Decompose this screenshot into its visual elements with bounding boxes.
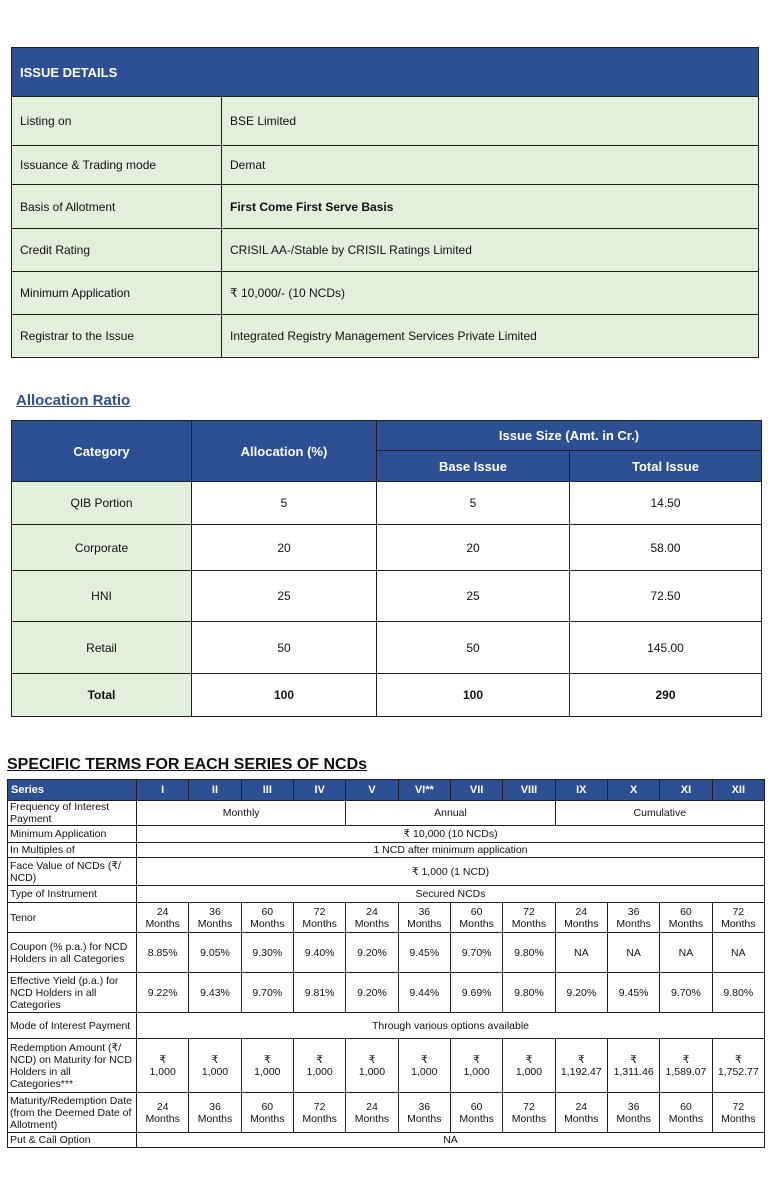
yield-cell: 9.44%: [398, 973, 450, 1013]
cell-line: 1,000: [411, 1065, 438, 1078]
cell-line: 1,589.07: [665, 1065, 707, 1078]
coupon-cell: NA: [555, 933, 607, 973]
cell-line: Months: [250, 1112, 285, 1125]
table-row: [12, 482, 762, 525]
cell-line: Months: [145, 917, 180, 930]
cell-line: 36: [627, 905, 640, 918]
cell-line: Months: [616, 1112, 651, 1125]
coupon-cell: 9.30%: [241, 933, 293, 973]
cell-line: ₹: [630, 1053, 637, 1066]
yield-cell: 9.20%: [555, 973, 607, 1013]
tenor-cell: [137, 903, 189, 933]
cell-line: ₹: [263, 1053, 271, 1066]
table-row: [12, 571, 762, 622]
cell-line: 36: [627, 1100, 640, 1113]
cell-line: 24: [156, 1100, 169, 1113]
tenor-cell: [346, 903, 398, 933]
cell-line: Months: [407, 917, 442, 930]
issue-details-table: [11, 47, 759, 358]
cell-line: 72: [523, 905, 535, 918]
credit-rating-label: Credit Rating: [12, 229, 222, 272]
tenor-cell: [607, 903, 659, 933]
cell-line: 24: [366, 1100, 378, 1113]
maturity-cell: [555, 1093, 607, 1133]
allocation-cell: 100: [192, 674, 377, 717]
cell-line: 24: [156, 905, 169, 918]
listing-value: BSE Limited: [222, 97, 759, 146]
credit-rating-value: CRISIL AA-/Stable by CRISIL Ratings Limited: [222, 229, 759, 272]
cell-line: 72: [313, 905, 326, 918]
category-cell: Corporate: [12, 525, 192, 571]
yield-cell: 9.80%: [503, 973, 555, 1013]
redemption-cell: [503, 1039, 555, 1093]
series-column-header: VIII: [503, 780, 555, 801]
maturity-cell: [712, 1093, 764, 1133]
maturity-cell: [398, 1093, 450, 1133]
multiples-label: In Multiples of: [8, 843, 137, 858]
allocation-ratio-title: Allocation Ratio: [16, 392, 131, 409]
cell-line: 1,192.47: [560, 1065, 602, 1078]
cell-line: Months: [145, 1112, 180, 1125]
series-header-label: Series: [8, 780, 137, 801]
total-cell: 14.50: [570, 482, 762, 525]
cell-line: 60: [470, 1100, 483, 1113]
cell-line: Months: [511, 1112, 547, 1125]
cell-line: 1,752.77: [717, 1065, 759, 1078]
series-column-header: IV: [293, 780, 345, 801]
tenor-cell: [712, 903, 764, 933]
base-cell: 20: [377, 525, 570, 571]
cell-line: ₹: [420, 1053, 428, 1066]
cell-line: ₹: [211, 1053, 219, 1066]
multiples-value: 1 NCD after minimum application: [137, 843, 765, 858]
cell-line: 24: [575, 1100, 588, 1113]
put-call-value: NA: [137, 1133, 765, 1148]
yield-cell: 9.45%: [607, 973, 659, 1013]
instrument-type-value: Secured NCDs: [137, 886, 765, 903]
cell-line: Months: [354, 1112, 390, 1125]
coupon-cell: NA: [660, 933, 712, 973]
cell-line: Months: [616, 917, 651, 930]
min-application-value: ₹ 10,000/- (10 NCDs): [222, 272, 759, 315]
yield-cell: 9.80%: [712, 973, 764, 1013]
base-cell: 25: [377, 571, 570, 622]
allocation-cell: 50: [192, 622, 377, 674]
yield-cell: 9.70%: [660, 973, 712, 1013]
maturity-cell: [660, 1093, 712, 1133]
maturity-label: Maturity/Redemption Date (from the Deemed Date of Allotment): [8, 1093, 137, 1133]
category-cell: HNI: [12, 571, 192, 622]
series-terms-table: [7, 779, 765, 1148]
cell-line: 1,000: [463, 1065, 490, 1078]
cell-line: Months: [354, 917, 390, 930]
cell-line: Months: [459, 917, 494, 930]
instrument-type-label: Type of Instrument: [8, 886, 137, 903]
cell-line: 1,000: [306, 1065, 333, 1078]
allocation-cell: 25: [192, 571, 377, 622]
cell-line: Months: [197, 1112, 233, 1125]
series-column-header: X: [607, 780, 659, 801]
series-column-header: III: [241, 780, 293, 801]
cell-line: 72: [313, 1100, 326, 1113]
series-column-header: V: [346, 780, 398, 801]
issue-size-header: Issue Size (Amt. in Cr.): [377, 421, 762, 451]
cell-line: 72: [732, 1100, 745, 1113]
cell-line: Months: [302, 1112, 337, 1125]
cell-line: Months: [407, 1112, 442, 1125]
cell-line: Months: [459, 1112, 494, 1125]
redemption-cell: [189, 1039, 241, 1093]
table-row: [12, 622, 762, 674]
total-row: [12, 674, 762, 717]
category-cell: Retail: [12, 622, 192, 674]
cell-line: 60: [470, 905, 483, 918]
listing-label: Listing on: [12, 97, 222, 146]
coupon-cell: 9.45%: [398, 933, 450, 973]
total-cell: 145.00: [570, 622, 762, 674]
redemption-cell: [293, 1039, 345, 1093]
cell-line: 24: [366, 905, 378, 918]
cell-line: Months: [197, 917, 233, 930]
redemption-cell: [712, 1039, 764, 1093]
cell-line: Months: [668, 917, 704, 930]
coupon-cell: 9.80%: [503, 933, 555, 973]
registrar-label: Registrar to the Issue: [12, 315, 222, 358]
cell-line: Months: [668, 1112, 704, 1125]
category-header: Category: [12, 421, 192, 482]
cell-line: 1,311.46: [613, 1065, 654, 1078]
base-cell: 100: [377, 674, 570, 717]
cell-line: 36: [418, 1100, 431, 1113]
coupon-cell: NA: [712, 933, 764, 973]
cell-line: 60: [261, 905, 274, 918]
cell-line: 1,000: [254, 1065, 281, 1078]
frequency-monthly: Monthly: [137, 801, 346, 826]
cell-line: Months: [721, 917, 756, 930]
category-cell: QIB Portion: [12, 482, 192, 525]
yield-cell: 9.20%: [346, 973, 398, 1013]
interest-mode-label: Mode of Interest Payment: [8, 1013, 137, 1039]
frequency-annual: Annual: [346, 801, 555, 826]
cell-line: ₹: [577, 1053, 585, 1066]
yield-cell: 9.69%: [450, 973, 502, 1013]
trading-mode-value: Demat: [222, 146, 759, 185]
tenor-cell: [450, 903, 502, 933]
series-column-header: II: [189, 780, 241, 801]
series-column-header: XI: [660, 780, 712, 801]
cell-line: Months: [511, 917, 547, 930]
coupon-label: Coupon (% p.a.) for NCD Holders in all Categories: [8, 933, 137, 973]
cell-line: 36: [418, 905, 431, 918]
cell-line: 1,000: [149, 1065, 176, 1078]
cell-line: ₹: [159, 1053, 166, 1066]
redemption-cell: [555, 1039, 607, 1093]
frequency-cumulative: Cumulative: [555, 801, 764, 826]
table-row: [12, 525, 762, 571]
cell-line: 1,000: [515, 1065, 543, 1078]
redemption-cell: [450, 1039, 502, 1093]
maturity-cell: [189, 1093, 241, 1133]
tenor-label: Tenor: [8, 903, 137, 933]
maturity-cell: [450, 1093, 502, 1133]
cell-line: 1,000: [358, 1065, 386, 1078]
redemption-cell: [660, 1039, 712, 1093]
allocation-cell: 20: [192, 525, 377, 571]
cell-line: Months: [564, 917, 599, 930]
maturity-cell: [241, 1093, 293, 1133]
yield-cell: 9.70%: [241, 973, 293, 1013]
min-application-label: Minimum Application: [8, 826, 137, 843]
series-column-header: VII: [450, 780, 502, 801]
coupon-cell: 9.70%: [450, 933, 502, 973]
allocation-header: Allocation (%): [192, 421, 377, 482]
allotment-basis-value: First Come First Serve Basis: [222, 185, 759, 229]
cell-line: 72: [523, 1100, 535, 1113]
trading-mode-label: Issuance & Trading mode: [12, 146, 222, 185]
base-cell: 5: [377, 482, 570, 525]
frequency-label: Frequency of Interest Payment: [8, 801, 137, 826]
tenor-cell: [189, 903, 241, 933]
redemption-cell: [137, 1039, 189, 1093]
cell-line: Months: [721, 1112, 756, 1125]
cell-line: 36: [209, 905, 221, 918]
cell-line: 36: [209, 1100, 221, 1113]
tenor-cell: [660, 903, 712, 933]
allocation-cell: 5: [192, 482, 377, 525]
cell-line: 1,000: [201, 1065, 229, 1078]
total-cell: 72.50: [570, 571, 762, 622]
cell-line: ₹: [316, 1053, 323, 1066]
base-cell: 50: [377, 622, 570, 674]
coupon-cell: 9.05%: [189, 933, 241, 973]
cell-line: Months: [302, 917, 337, 930]
cell-line: Months: [564, 1112, 599, 1125]
face-value-value: ₹ 1,000 (1 NCD): [137, 858, 765, 886]
series-column-header: IX: [555, 780, 607, 801]
tenor-cell: [241, 903, 293, 933]
category-cell: Total: [12, 674, 192, 717]
tenor-cell: [293, 903, 345, 933]
total-cell: 58.00: [570, 525, 762, 571]
interest-mode-value: Through various options available: [137, 1013, 765, 1039]
base-issue-header: Base Issue: [377, 451, 570, 482]
cell-line: ₹: [682, 1053, 690, 1066]
registrar-value: Integrated Registry Management Services Private Limited: [222, 315, 759, 358]
issue-details-title: ISSUE DETAILS: [12, 48, 759, 97]
allocation-table: [11, 420, 762, 717]
maturity-cell: [607, 1093, 659, 1133]
redemption-label: Redemption Amount (₹/ NCD) on Maturity for NCD Holders in all Categories***: [8, 1039, 137, 1093]
maturity-cell: [346, 1093, 398, 1133]
coupon-cell: NA: [607, 933, 659, 973]
cell-line: 60: [680, 1100, 692, 1113]
cell-line: ₹: [525, 1053, 533, 1066]
series-terms-title: SPECIFIC TERMS FOR EACH SERIES OF NCDs: [7, 756, 368, 773]
total-issue-header: Total Issue: [570, 451, 762, 482]
maturity-cell: [503, 1093, 555, 1133]
cell-line: ₹: [734, 1053, 742, 1066]
maturity-cell: [293, 1093, 345, 1133]
total-cell: 290: [570, 674, 762, 717]
redemption-cell: [607, 1039, 659, 1093]
redemption-cell: [241, 1039, 293, 1093]
tenor-cell: [555, 903, 607, 933]
coupon-cell: 8.85%: [137, 933, 189, 973]
yield-label: Effective Yield (p.a.) for NCD Holders in all Categories: [8, 973, 137, 1013]
min-application-value: ₹ 10,000 (10 NCDs): [137, 826, 765, 843]
series-column-header: XII: [712, 780, 764, 801]
tenor-cell: [398, 903, 450, 933]
cell-line: 72: [732, 905, 745, 918]
series-column-header: I: [137, 780, 189, 801]
yield-cell: 9.81%: [293, 973, 345, 1013]
cell-line: Months: [250, 917, 285, 930]
coupon-cell: 9.20%: [346, 933, 398, 973]
face-value-label: Face Value of NCDs (₹/ NCD): [8, 858, 137, 886]
cell-line: ₹: [473, 1053, 480, 1066]
allotment-basis-label: Basis of Allotment: [12, 185, 222, 229]
min-application-label: Minimum Application: [12, 272, 222, 315]
cell-line: 60: [680, 905, 692, 918]
cell-line: 24: [575, 905, 588, 918]
yield-cell: 9.22%: [137, 973, 189, 1013]
cell-line: ₹: [368, 1053, 376, 1066]
redemption-cell: [346, 1039, 398, 1093]
coupon-cell: 9.40%: [293, 933, 345, 973]
maturity-cell: [137, 1093, 189, 1133]
series-column-header: VI**: [398, 780, 450, 801]
put-call-label: Put & Call Option: [8, 1133, 137, 1148]
tenor-cell: [503, 903, 555, 933]
redemption-cell: [398, 1039, 450, 1093]
yield-cell: 9.43%: [189, 973, 241, 1013]
cell-line: 60: [261, 1100, 274, 1113]
